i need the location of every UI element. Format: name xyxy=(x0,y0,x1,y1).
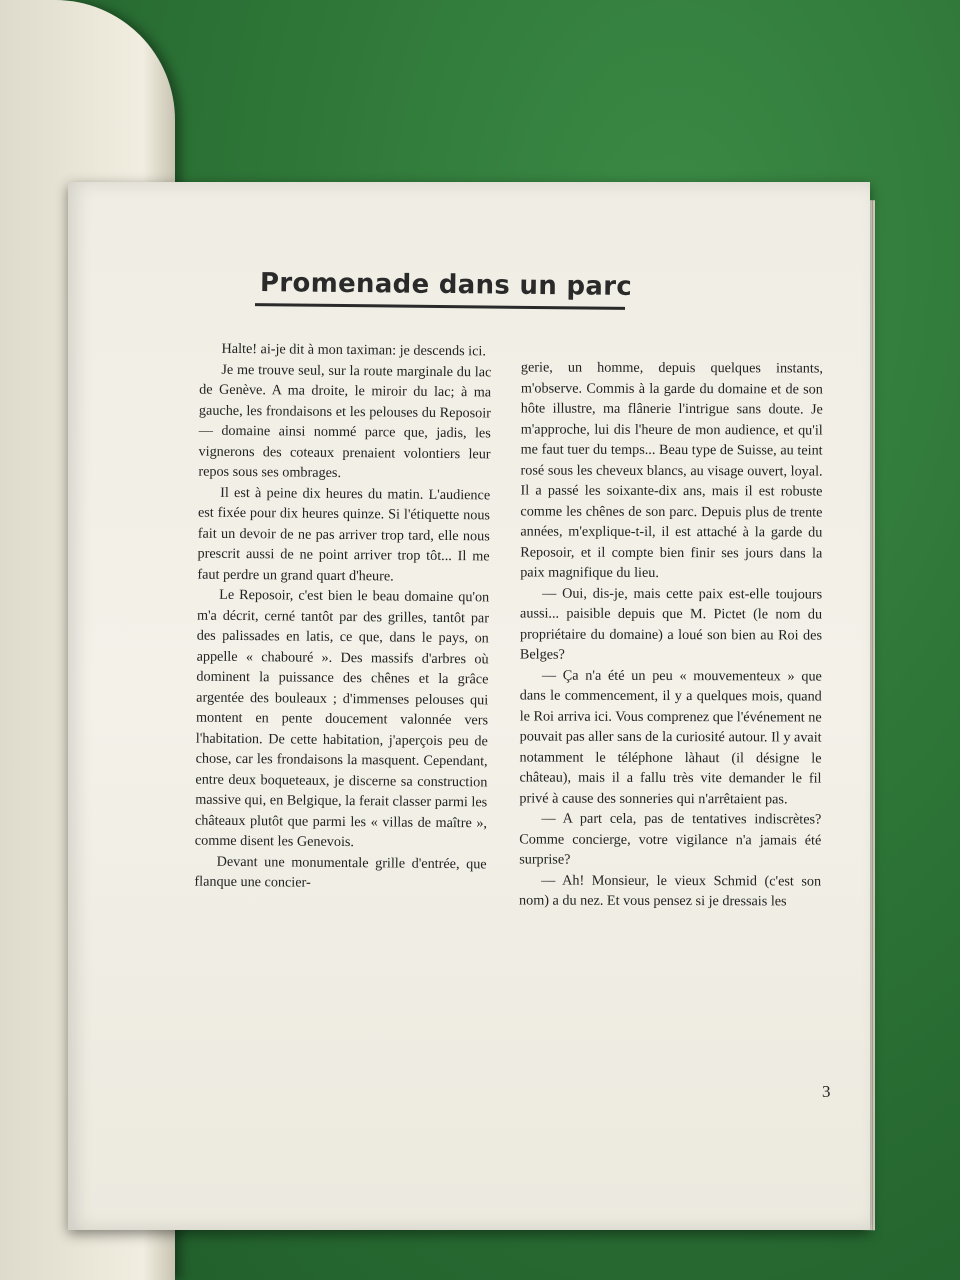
paragraph: Il est à peine dix heures du matin. L'audience est fixée pour dix heures quinze. Si l'étiquette nous fait un devoir de ne pas arriver trop tard, elle nous prescrit aussi de ne point arriver trop tôt... Il me faut perdre un grand quart d'heure. xyxy=(197,484,491,584)
article-title: Promenade dans un parc xyxy=(259,268,633,302)
paragraph: — Oui, dis-je, mais cette paix est-elle toujours aussi... paisible depuis que M. Pictet (le nom du propriétaire du domaine) a loué son bien au Roi des Belges? xyxy=(519,585,823,663)
left-text-column xyxy=(194,339,491,895)
paragraph: Halte! ai-je dit à mon taximan: je descends ici. xyxy=(221,340,486,360)
paragraph: — Ça n'a été un peu « mouvementeux » que dans le commencement, il y a quelques mois, quand le Roi arriva ici. Vous comprenez que l'événement ne pouvait pas aller sans de la curiosité autour. Il y avait notamment le téléphone làhaut (il désigne le château), mais il a fallu très vite demander le fil privé à cause des sonneries qui n'arrêtaient pas. xyxy=(519,667,822,807)
paragraph: Devant une monumentale grille d'entrée, que flanque une concier- xyxy=(194,853,487,891)
paragraph: Je me trouve seul, sur la route marginale du lac de Genève. A ma droite, le miroir du lac; à ma gauche, les frondaisons et les pelouses du Reposoir — domaine ainsi nommé parce que, jadis, les vignerons des coteaux prenaient volontiers leur repos sous ses ombrages. xyxy=(198,361,492,481)
paragraph: Le Reposoir, c'est bien le beau domaine qu'on m'a décrit, cerné tantôt par des grilles, tantôt par des palissades en latis, ce que, dans le pays, on appelle « chabouré ». Des massifs d'arbres où dominent la puissance des chênes et la grâce argentée des bouleaux ; d'immenses pelouses qui montent en pente doucement valonnée vers l'habitation. De cette habitation, j'aperçois peu de chose, car les frondaisons la masquent. Cependant, entre deux boqueteaux, je discerne sa construction massive qui, en Belgique, la ferait classer parmi les châteaux plutôt que parmi les « villas de maître », comme disent les Genevois. xyxy=(194,586,490,851)
paragraph: — Ah! Monsieur, le vieux Schmid (c'est son nom) a du nez. Et vous pensez si je dressais les xyxy=(519,872,822,910)
paragraph: gerie, un homme, depuis quelques instants, m'observe. Commis à la garde du domaine et de son hôte illustre, ma flânerie l'intrigue sans doute. Je m'approche, lui dis l'heure de mon audience, et qu'il me faut tuer du temps... Beau type de Suisse, au teint rosé sous les cheveux blancs, au visage ouvert, loyal. Il a passé les soixante-dix ans, mais il est robuste comme les chênes de son parc. Depuis plus de trente années, m'explique-t-il, il est attaché à la garde du Reposoir, et il compte bien finir ses jours dans la paix magnifique du lieu. xyxy=(520,359,823,581)
paragraph: — A part cela, pas de tentatives indiscrètes? Comme concierge, votre vigilance n'a jamais été surprise? xyxy=(519,810,822,868)
right-text-column xyxy=(519,357,823,912)
page-number: 3 xyxy=(822,1082,831,1101)
